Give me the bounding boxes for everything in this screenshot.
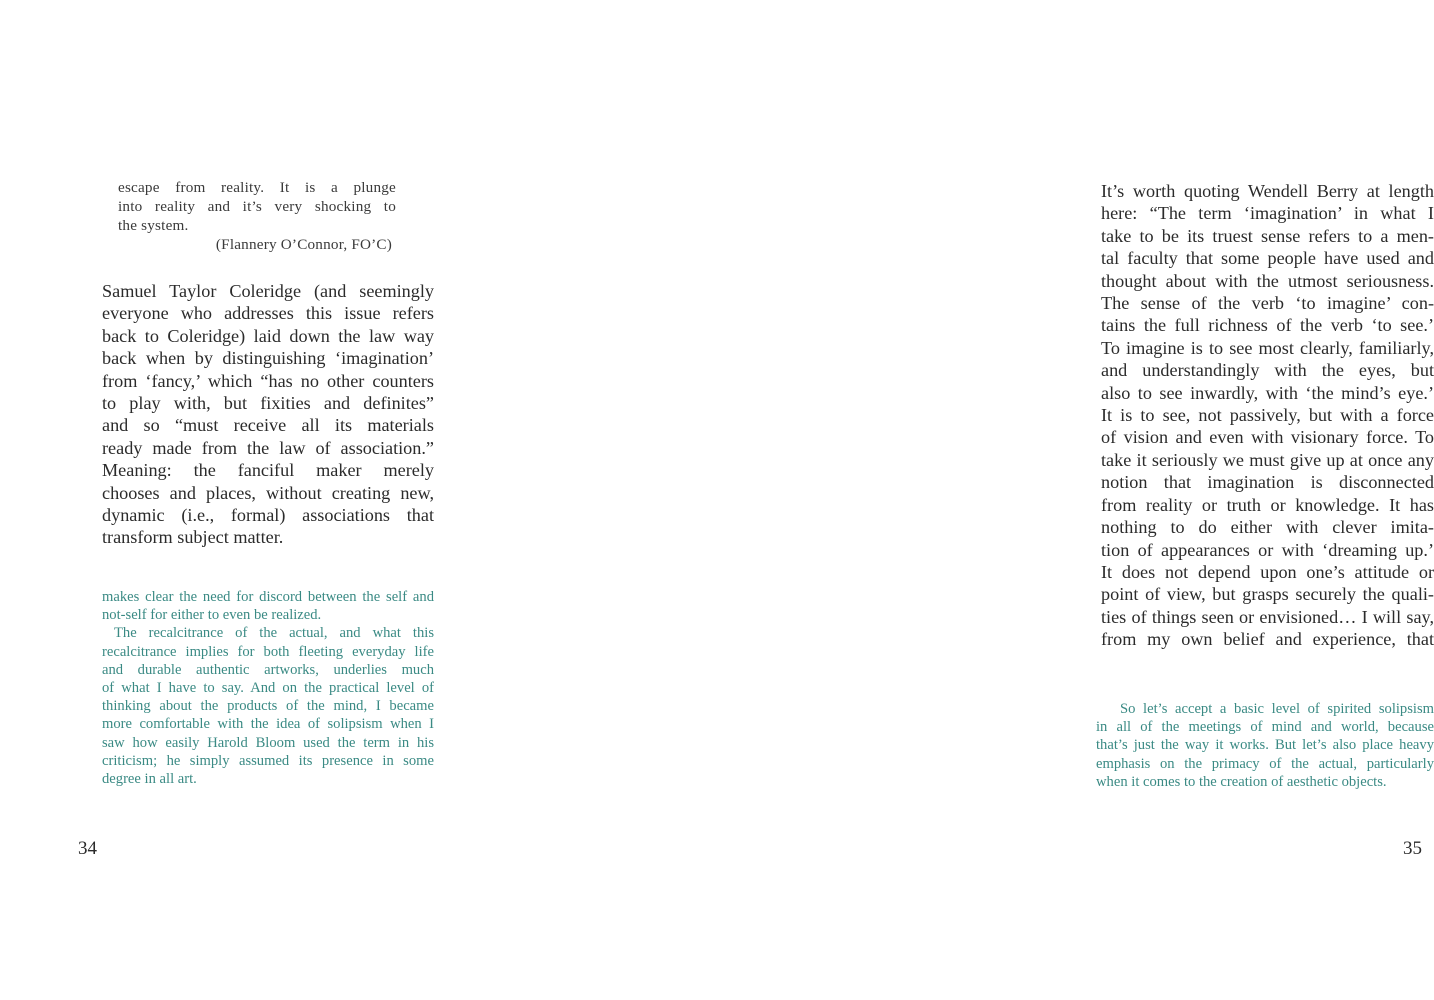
- epigraph-line: the system.: [118, 217, 189, 234]
- body-line: and so “must receive all its materials: [102, 415, 434, 436]
- body-line: It does not depend upon one’s attitude or: [1101, 561, 1434, 582]
- body-line: tal faculty that some people have used and: [1101, 248, 1434, 269]
- body-line: of vision and even with visionary force. To: [1101, 427, 1434, 448]
- annotation-line: saw how easily Harold Bloom used the term in his: [102, 734, 434, 751]
- body-line: The sense of the verb ‘to imagine’ con-: [1101, 293, 1434, 314]
- body-line: take it seriously we must give up at once any: [1101, 449, 1434, 470]
- right-annotation-text: [1096, 700, 1434, 791]
- annotation-line: emphasis on the primacy of the actual, particularly: [1096, 755, 1434, 772]
- body-line: also to see inwardly, with ‘the mind’s eye.’: [1101, 382, 1434, 403]
- body-line: tains the full richness of the verb ‘to see.’: [1101, 315, 1434, 336]
- body-line: nothing to do either with clever imita-: [1101, 517, 1434, 538]
- annotation-line: The recalcitrance of the actual, and what this: [114, 625, 434, 642]
- page-number-left: 34: [78, 838, 97, 859]
- body-line: It is to see, not passively, but with a force: [1101, 405, 1434, 426]
- body-line: Meaning: the fanciful maker merely: [102, 460, 434, 481]
- left-body-paragraph: [102, 280, 434, 549]
- right-page: [500, 0, 1434, 1000]
- body-line: point of view, but grasps securely the quali-: [1101, 584, 1434, 605]
- body-line: Samuel Taylor Coleridge (and seemingly: [102, 281, 434, 301]
- page-number-right: 35: [1403, 838, 1422, 859]
- body-line: and understandingly with the eyes, but: [1101, 360, 1434, 381]
- body-line: ties of things seen or envisioned… I will say,: [1101, 606, 1434, 627]
- annotation-line: recalcitrance implies for both fleeting everyday life: [102, 643, 434, 660]
- body-line: from ‘fancy,’ which “has no other counters: [102, 370, 434, 391]
- annotation-line: So let’s accept a basic level of spirited solipsism: [1120, 701, 1434, 717]
- body-line: from reality or truth or knowledge. It has: [1101, 494, 1434, 515]
- body-line: dynamic (i.e., formal) associations that: [102, 505, 434, 526]
- body-line: notion that imagination is disconnected: [1101, 472, 1434, 493]
- epigraph-attribution: (Flannery O’Connor, FO’C): [215, 236, 392, 253]
- body-line: everyone who addresses this issue refers: [102, 303, 434, 324]
- body-line: ready made from the law of association.”: [102, 437, 434, 458]
- annotation-text: makes clear the need for discord between the self and: [102, 589, 434, 605]
- body-line: here: “The term ‘imagination’ in what I: [1101, 203, 1434, 224]
- epigraph-text: escape from reality. It is a plunge: [118, 179, 396, 196]
- body-line: back when by distinguishing ‘imagination’: [102, 348, 434, 369]
- annotation-line: in all of the meetings of mind and world, because: [1096, 719, 1434, 736]
- annotation-line: [102, 588, 434, 606]
- left-page: [0, 0, 500, 1000]
- left-annotation-text: [102, 588, 434, 788]
- body-line: thought about with the utmost seriousness.: [1101, 270, 1434, 291]
- annotation-line: when it comes to the creation of aesthetic objects.: [1096, 773, 1387, 790]
- body-line: chooses and places, without creating new,: [102, 482, 434, 503]
- body-line: to play with, but fixities and definites”: [102, 393, 434, 414]
- annotation-line: and durable authentic artworks, underlies much: [102, 661, 434, 678]
- right-body-paragraph: [1101, 180, 1434, 651]
- body-line: To imagine is to see most clearly, familiarly,: [1101, 337, 1434, 358]
- annotation-line: thinking about the products of the mind, I became: [102, 698, 434, 715]
- epigraph-line: [118, 178, 396, 197]
- annotation-line: degree in all art.: [102, 771, 197, 788]
- epigraph: [118, 178, 396, 254]
- body-line: transform subject matter.: [102, 527, 284, 548]
- annotation-line: of what I have to say. And on the practical level of: [102, 680, 434, 697]
- body-line: from my own belief and experience, that: [1101, 629, 1434, 650]
- annotation-line: that’s just the way it works. But let’s also place heavy: [1096, 737, 1434, 754]
- body-line: tion of appearances or with ‘dreaming up.’: [1101, 539, 1434, 560]
- epigraph-line: into reality and it’s very shocking to: [118, 198, 396, 215]
- annotation-line: criticism; he simply assumed its presence in some: [102, 752, 434, 769]
- body-line: take to be its truest sense refers to a men-: [1101, 225, 1434, 246]
- body-line: back to Coleridge) laid down the law way: [102, 325, 434, 346]
- annotation-line: more comfortable with the idea of solipsism when I: [102, 716, 434, 733]
- body-line: It’s worth quoting Wendell Berry at length: [1101, 181, 1434, 201]
- annotation-line: not-self for either to even be realized.: [102, 607, 322, 624]
